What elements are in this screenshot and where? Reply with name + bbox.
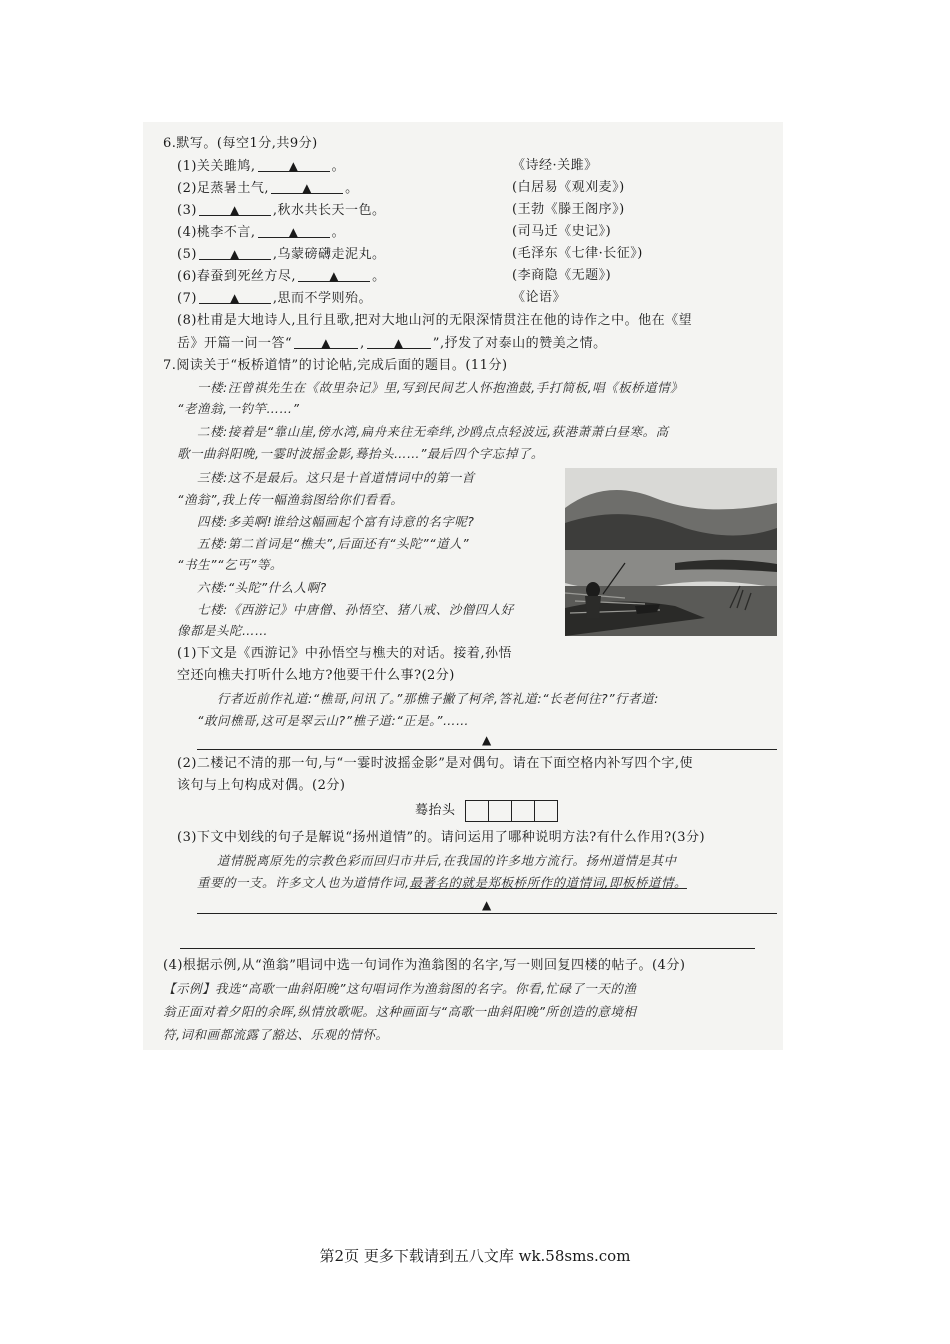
item-text: ,秋水共长天一色。	[272, 203, 386, 218]
item-text: (5)	[177, 247, 197, 262]
item-text: 。	[372, 269, 386, 284]
q6-item-1	[177, 157, 345, 176]
post-floor-1: 一楼:汪曾祺先生在《故里杂记》里,写到民间艺人怀抱渔鼓,手打简板,唱《板桥道情》	[197, 380, 684, 395]
underlined-sentence: 最著名的就是郑板桥所作的道情词,即板桥道情。	[409, 875, 687, 890]
char-box[interactable]	[535, 800, 558, 822]
blank-marker: ▲	[230, 203, 240, 217]
q6-source-1: 《诗经·关雎》	[512, 158, 598, 173]
blank-marker: ▲	[329, 269, 339, 283]
item-text: (3)	[177, 203, 197, 218]
item-text: (1)关关雎鸠,	[177, 159, 256, 174]
q6-source-5: (毛泽东《七律·长征》)	[512, 246, 643, 261]
answer-blank[interactable]	[199, 289, 271, 304]
item-text: 。	[331, 159, 346, 174]
answer-blank[interactable]	[294, 334, 358, 349]
answer-blank[interactable]	[298, 267, 370, 282]
example-text-end: 符,词和画都流露了豁达、乐观的情怀。	[163, 1027, 389, 1042]
example-text-cont: 翁正面对着夕阳的余晖,纵情放歌呢。这种画面与“高歌一曲斜阳晚”所创造的意境相	[163, 1004, 637, 1019]
answer-line[interactable]	[197, 749, 777, 750]
post-floor-7-cont: 像都是头陀……	[177, 623, 269, 638]
item-text: (7)	[177, 291, 197, 306]
passage-plain: 重要的一支。许多文人也为道情作词,	[197, 875, 410, 890]
q6-item-4	[177, 223, 345, 242]
blank-marker: ▲	[288, 159, 299, 173]
item-text: 岳》开篇一问一答“	[177, 336, 293, 351]
q7-sub4: (4)根据示例,从“渔翁”唱词中选一句词作为渔翁图的名字,写一则回复四楼的帖子。(4分)	[163, 958, 686, 973]
char-box[interactable]	[489, 800, 512, 822]
post-floor-2-cont: 歌一曲斜阳晚,一霎时波摇金影,蓦抬头……”最后四个字忘掉了。	[177, 446, 544, 461]
post-floor-6: 六楼:“头陀”什么人啊?	[197, 580, 327, 595]
answer-line[interactable]	[197, 913, 777, 914]
answer-blank[interactable]	[271, 179, 343, 194]
post-floor-2: 二楼:接着是“靠山崖,傍水湾,扁舟来往无牵绊,沙鸥点点轻波远,荻港萧萧白昼寒。高	[197, 424, 669, 439]
q6-source-2: (白居易《观刈麦》)	[512, 180, 625, 195]
four-char-boxes	[465, 800, 558, 822]
fisherman-painting	[565, 468, 777, 636]
q6-source-6: (李商隐《无题》)	[512, 268, 612, 283]
answer-blank[interactable]	[199, 201, 271, 216]
answer-marker: ▲	[482, 898, 492, 912]
q6-source-3: (王勃《滕王阁序》)	[512, 202, 625, 217]
q6-source-4: (司马迁《史记》)	[512, 224, 612, 239]
dialogue-text: 行者近前作礼道:“樵哥,问讯了。”那樵子撇了柯斧,答礼道:“长老何往?”行者道:	[217, 691, 659, 706]
answer-blank[interactable]	[258, 157, 330, 172]
q7-sub2-cont: 该句与上句构成对偶。(2分)	[177, 778, 346, 793]
q6-title: 6.默写。(每空1分,共9分)	[163, 136, 318, 151]
item-text: ,乌蒙磅礴走泥丸。	[272, 247, 386, 262]
q6-item-6	[177, 267, 386, 286]
char-box[interactable]	[465, 800, 489, 822]
q6-item-7	[177, 289, 372, 308]
item-text: 。	[331, 225, 346, 240]
answer-marker: ▲	[482, 733, 492, 747]
answer-prefix: 蓦抬头	[415, 803, 456, 818]
q6-item-3	[177, 201, 386, 220]
item-text: (6)春蚕到死丝方尽,	[177, 269, 297, 284]
q6-item-8-line2: 岳》开篇一问一答“ ▲ , ▲ ”,抒发了对泰山的赞美之情。	[177, 336, 607, 351]
q6-item-8-line1: (8)杜甫是大地诗人,且行且歌,把对大地山河的无限深情贯注在他的诗作之中。他在《望	[177, 313, 693, 328]
q7-title: 7.阅读关于“板桥道情”的讨论帖,完成后面的题目。(11分)	[163, 358, 508, 373]
q7-sub3: (3)下文中划线的句子是解说“扬州道情”的。请问运用了哪种说明方法?有什么作用?(3分)	[177, 830, 706, 845]
blank-marker: ▲	[230, 247, 240, 261]
answer-blank[interactable]	[258, 223, 330, 238]
q7-sub1: (1)下文是《西游记》中孙悟空与樵夫的对话。接着,孙悟	[177, 646, 513, 661]
answer-blank[interactable]	[367, 334, 431, 349]
blank-marker: ▲	[288, 225, 299, 239]
item-text: (2)足蒸暑土气,	[177, 181, 270, 196]
q7-sub1-cont: 空还向樵夫打听什么地方?他要干什么事?(2分)	[177, 668, 455, 683]
item-text: ,思而不学则殆。	[272, 291, 373, 306]
post-floor-4: 四楼:多美啊!谁给这幅画起个富有诗意的名字呢?	[197, 514, 475, 529]
post-floor-7: 七楼:《西游记》中唐僧、孙悟空、猪八戒、沙僧四人好	[197, 602, 514, 617]
post-floor-3: 三楼:这不是最后。这只是十首道情词中的第一首	[197, 470, 475, 485]
blank-marker: ▲	[230, 291, 240, 305]
q6-item-2	[177, 179, 359, 198]
page-footer: 第2页 更多下载请到五八文库 wk.58sms.com	[319, 1247, 631, 1265]
passage-text-cont	[197, 874, 687, 892]
q7-sub2: (2)二楼记不清的那一句,与“一霎时波摇金影”是对偶句。请在下面空格内补写四个字,使	[177, 756, 693, 771]
item-text: ”,抒发了对泰山的赞美之情。	[432, 336, 607, 351]
dialogue-text-cont: “敢问樵哥,这可是翠云山?”樵子道:“正是。”……	[197, 713, 469, 728]
item-text: 。	[345, 181, 359, 196]
blank-marker: ▲	[302, 181, 312, 195]
post-floor-5: 五楼:第二首词是“樵夫”,后面还有“头陀”“道人”	[197, 536, 470, 551]
q6-source-7: 《论语》	[512, 290, 567, 305]
post-floor-3-cont: “渔翁”,我上传一幅渔翁图给你们看看。	[177, 492, 404, 507]
passage-text: 道情脱离原先的宗教色彩而回归市井后,在我国的许多地方流行。扬州道情是其中	[217, 853, 677, 868]
example-text: 【示例】我选“高歌一曲斜阳晚”这句唱词作为渔翁图的名字。你看,忙碌了一天的渔	[163, 981, 637, 996]
blank-marker: ▲	[321, 336, 332, 350]
post-floor-5-cont: “书生”“乞丐”等。	[177, 557, 283, 572]
answer-line[interactable]	[180, 948, 755, 949]
blank-marker: ▲	[393, 336, 404, 350]
char-box[interactable]	[512, 800, 535, 822]
item-text: (4)桃李不言,	[177, 225, 256, 240]
answer-blank[interactable]	[199, 245, 271, 260]
q6-item-5	[177, 245, 386, 264]
post-floor-1-cont: “老渔翁,一钓竿……”	[177, 401, 300, 416]
